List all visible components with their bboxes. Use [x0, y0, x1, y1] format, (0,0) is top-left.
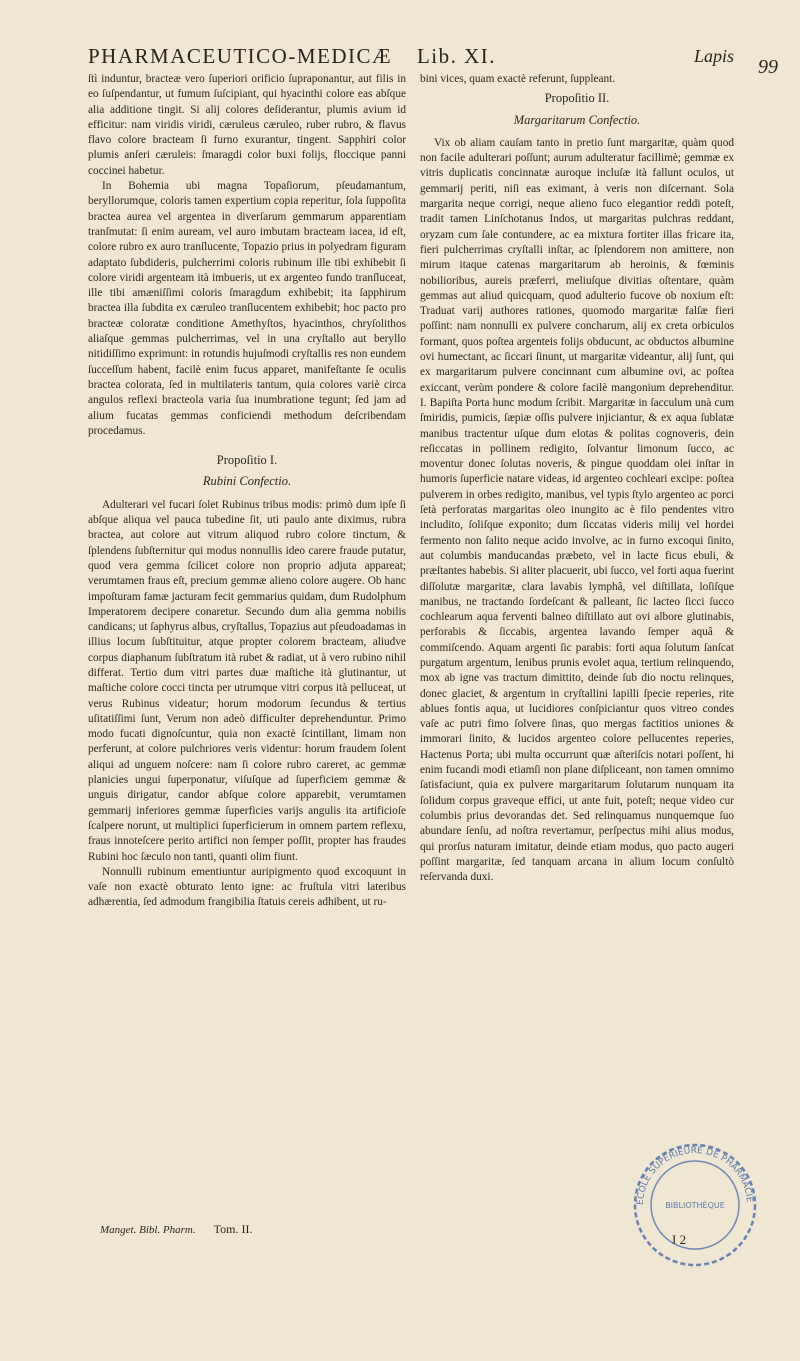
right-column: [420, 72, 734, 885]
proposition-title: Rubini Confectio.: [202, 474, 292, 489]
signature-line: [88, 1222, 418, 1237]
paragraph: In Bohemia ubi magna Topaſiorum, pſeudamantum, beryllorumque, coloris tamen expertium copia reperitur, ſola ſuppoſita bractea aurea vel argentea in diverſarum gemmarum apparentiam tranſmutat: ſi enim auream, vel auro imbutam bracteam iacea, id eſt, colore rubro ex auro tranſlucente, Topazio prius in polyedram figuram adaptato ſubdideris, pulcherrimi coloris rubinum ille tibi exhibebit ſi colore viridi argenteam ità imbueris, ut ex argenteo fundo tranſluceat, ille tibi amæniſſimi coloris ſmaragdum exhibebit; ita ſapphirum bractea illa ſubdita ex cæruleo tranſlucentem exhibebit; hoc pacto pro bracteæ coloratæ conditione Amethyſtos, hyacinthos, chryſolithos aliaſque gemmas pulcherrimas, vel in una cryſtallo aut beryllo nitidiſſimo exprimunt: in rotundis hujuſmodi cryſtallis res non eundem ſucceſſum habent, facilè enim fucus apparet, manifeſtante ſe oculis bractea colorata, ſed in multilateris tantum, quia colores variè circa angulos reflexi bracteola varia ſua inumbratione tegunt; ſed jam ad alium fucatas gemmas conficiendi methodum deſcribendam procedamus.: [88, 180, 406, 437]
paragraph: ſtì induntur, bracteæ vero ſuperiori orificio ſupraponantur, aut filis in eo ſuſpendantur, ut fumum ſuſcipiant, qui hyacinthi colore eas abſque alia additione tingit. Si alij colores deſiderantur, plumis avium id efficitur: nam viridis viridi, cæruleus cæruleo, ruber rubro, & flavus flavo colore bracteam ſi furno exurantur, tingent. Sapphiri color plumis anſeri cæruleis: ſmaragdi color buxi folijs, floccique panni coccinei habetur.: [88, 73, 406, 177]
paragraph: bini vices, quam exactè referunt, ſuppleant.: [420, 73, 616, 85]
running-head: [88, 44, 734, 69]
page-number: 99: [758, 56, 778, 78]
signature-mark: Manget. Bibl. Pharm.: [100, 1224, 196, 1236]
stamp-ring-text: ECOLE SUPÉRIEURE DE PHARMACIE: [635, 1145, 754, 1206]
library-stamp: [630, 1140, 760, 1270]
proposition-title: Margaritarum Confectio.: [513, 112, 641, 127]
catchword: I 2: [672, 1232, 687, 1247]
header-book: Lib. XI.: [416, 44, 497, 68]
svg-text:ECOLE SUPÉRIEURE DE PHARMACIE: [636, 1146, 754, 1205]
paragraph: Nonnulli rubinum ementiuntur auripigmento quod excoquunt in vaſe non exactè obturato lento igne: ac fruſtula vitri lateribus adhærentia, ſed admodum frangibilia ſtatuis cereis adhibent, ut ru-: [88, 865, 406, 909]
header-title: PHARMACEUTICO-MEDICÆ: [88, 44, 393, 68]
header-section: Lapis: [693, 46, 734, 66]
volume-mark: Tom. II.: [213, 1222, 253, 1236]
left-column: [88, 72, 406, 911]
stamp-center-text: BIBLIOTHÈQUE: [665, 1201, 725, 1210]
paragraph: Vix ob aliam cauſam tanto in pretio ſunt margaritæ, quàm quod non facile adulterari poſſunt; aurum adulteratur facillimè; gemmæ ex vitris duplicatis concinnatæ auroque incluſæ ità fallunt oculos, ut gemmarij periti, niſi eas eximant, à veris non diſcernant. Sola margarita neque corrigi, neque alieno fuco elegantior reddi poteſt, tradit tamen Linſchotanus Indos, ut margaritas pulchras reddant, oryzam cum ſale contundere, ac ea mixtura fortiter illas fricare ita, fieri pulcherrimas cryſtalli inſtar, ac ſplendorem non amittere, non mirum itaque catenas margaritarum ab heroinis, & fœminis nobilioribus, aureis præferri, meliuſque divitias oſtentare, quàm gemmas aut aliud quicquam, quod adulterio fucove ob noxium eſt: Traduat varij authores rationes, quomodo margaritæ falſæ fieri poſſint: nam nonnulli ex pulvere concharum, alij ex creta orbiculos formant, quos poſtea argenteis folijs obducunt, ac obductos albumine ovi humectant, ac ſiccari ſinunt, ut margaritæ videantur, alij ſunt, qui ex margaritarum pulvere concinnant cum albumine ovi, ac poſtea exiccant, verùm pondere & colore facilè mangonium deprehenditur. I. Bapiſta Porta hunc modum ſcribit. Margaritæ in ſacculum unà cum ſmiridis, pumicis, ſæpiæ oſſis pulvere injiciantur, & ex aqua ſublatæ manibus tractentur uſque dum elotas & politas cognoveris, dein reſiccatas in pollinem redigito, ſolvantur limonum ſucco, ac moventur donec ſolutas noveris, & pingue quoddam olei inſtar in humoris ſuperficie natare videas, id argenteo cochleari excipe: poſtea pulverem in orbes redigito, manibus, vel typis ſtylo argenteo ac porci ſetà perforatas margaritas oleo inungito ac è filo pendentes vitro includito, ſoliſque exponito; dum ſiccatas videris milij vel hordei fermento non ſalito neque acido involve, ac in furno excoqui ſinito, aut columbis manducandas præbeto, vel in lacte ficus ebuli, & præſtantes habebis. Si aliter placuerit, ubi ſucco, vel forti aqua fuerint diſſolutæ margaritæ, clara lavabis lymphâ, vel diſtillata, loſiſque manibus, ne tractando ſordeſcant & palleant, ſic lacteo ſicci ſucco cochlearum aqua ferventi balneo diſtillato aut ovi albore glutinabis, perforabis & ſiccabis, argentea lavando ſemper aquâ & commiſcendo. Aquam argenti ſic parabis: forti aqua ſolutum ſanſcat purgatum argentum, lenibus prunis evolet aqua, tertium relinquendo, mox ab igne vas tractum dimittito, deinde ſub dio noctu relinques, donec glaciet, & argentum in cryſtallini lapilli ſpecie reperies, rite ablues fontis aqua, ut lucidiores conſpiciantur quos vitreo condes vaſe ac putri fimo ſolvere ſinas, quo mergas factitios uniones & immorari ſinito, & lucidos argenteo colore pellucentes reperies, Hactenus Porta; ubi multa occurrunt quæ aſteriſcis notari poſſent, hi enim fucandi modi etiamſi non plane diſpliceant, non tamen omnimo ſatisfaciunt, quia ex pulvere margaritarum ſolutarum nunquam ita ſolidum corpus graveque effici, ut ante fuit, poteſt; neque video cur columbis prius devorandas det. Sed relinquamus nunquemque ſuo abundare ſenſu, ad noſtra revertamur, perſpectus mihi alius modus, qui prorſus naturam imitatur, deinde etiam modus, quo pacto augeri poſſint margaritæ, ſed tanquam arcana in alium locum conſultò reſervanda duxi.: [420, 136, 734, 884]
proposition-heading: Propoſitio II.: [544, 91, 610, 106]
paragraph: Adulterari vel fucari ſolet Rubinus tribus modis: primò dum ipſe ſi abſque aliqua vel pauca tubedine ſit, uti paulo ante diximus, rubra bractea, aut colore aut vitrum aliquod rubro colore tinctum, & ſplendens ſubſternitur qui modus nonnullis ideo carere fraude putatur, quod vera gemma ſcilicet colore non proprio adjuta appareat; verumtamen fraus eſt, precium gemmæ alieno colore augere. Ob hanc impoſturam famæ jacturam fecit gemmarius quidam, dum Rudolphum Imperatorem decipere conaretur. Secundo dum alia gemma nobilis candicans; ut ſaphyrus albus, cryſtallus, Topazius aut pſeudoadamas in illius locum ſubſtituitur, atque propter colorem bracteam, aliudve corpus diaphanum ſubſtratum ità rubet & radiat, ut à vero rubino nihil differat. Tertio dum vitri partes duæ maſtiche ità glutinantur, ut maſtiche colore cocci tincta per utrumque vitri corpus ità pelluceat, ut verus Rubinus videatur; horum modorum ſecundus & tertius uſitatiſſimi ſunt, Verum non adeò difficulter deprehenduntur. Primo modo fucati dignoſcuntur, quia non exactè ſcintillant, limam non perferunt, at colore pulchriores veris videntur: horum fraudem ſolent aliqui ad unguem noſcere: nam ſi colore rubro careret, ac gemmæ planicies ungui ſuperponatur, viſuſque ad ſuperficiem gemmæ & unguis dirigatur, candor abſque colore apparebit, verumtamen gemmarij inferiores gemmæ ſuperficies varijs angulis ita artificioſe ſcalpere norunt, ut multiplici ſuperficierum in omnem partem reflexu, fraus innoteſcere perito artifici non ſemper poſſit, propter has fraudes Rubini hoc ſæculo non tanti, quanti olim fiunt.: [88, 498, 406, 863]
proposition-heading: Propoſitio I.: [216, 453, 278, 468]
